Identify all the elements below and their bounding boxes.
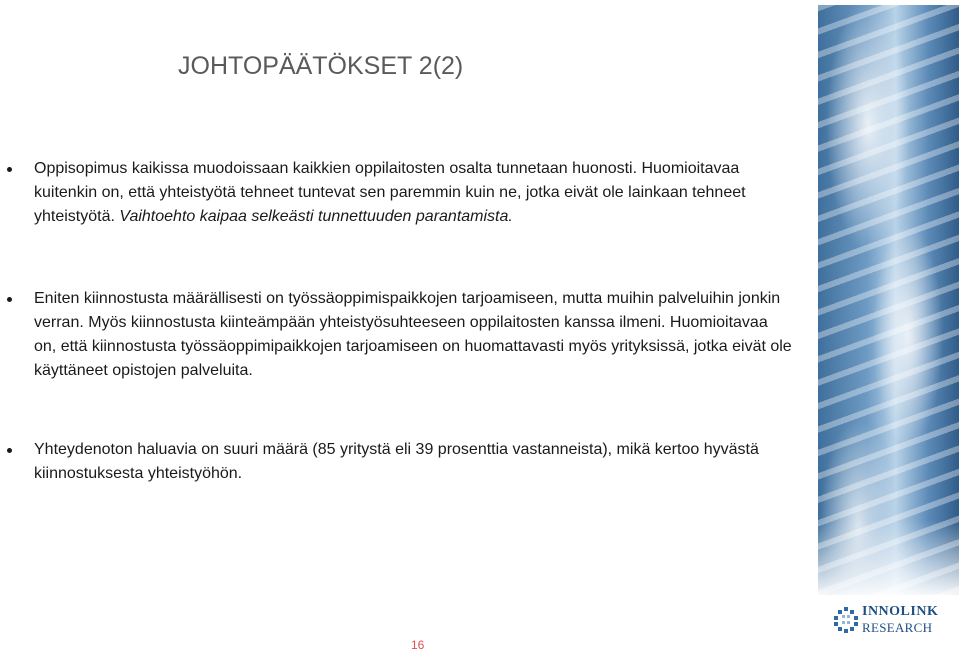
bullet-dot-icon [7,448,12,453]
bullet-text-1 [34,157,794,229]
bullet-text-1-plain: Oppisopimus kaikissa muodoissaan kaikkien oppilaitosten osalta tunnetaan huonosti. Huomioitavaa kuitenkin on, että yhteistyötä tehneet tuntevat sen paremmin kuin ne, jotka eivät ole lainkaan tehneet yhteistyötä. [34,160,746,225]
innolink-logo-icon [832,606,860,634]
slide-title: JOHTOPÄÄTÖKSET 2(2) [178,52,464,80]
decorative-blue-texture-image [818,5,959,595]
bullet-text-1-italic: Vaihtoehto kaipaa selkeästi tunnettuuden parantamista. [119,208,513,225]
page-number: 16 [411,638,425,652]
logo-text-innolink: INNOLINK [862,604,939,619]
bullet-text-3: Yhteydenoton haluavia on suuri määrä (85 yritystä eli 39 prosenttia vastanneista), mikä kertoo hyvästä kiinnostuksesta yhteistyöhön. [34,441,759,482]
innolink-research-logo [832,604,952,638]
bullet-dot-icon [7,167,12,172]
bullet-text-2: Eniten kiinnostusta määrällisesti on työssäoppimispaikkojen tarjoamiseen, mutta muihin palveluihin jonkin verran. Myös kiinnostusta kiinteämpään yhteistyösuhteeseen oppilaitosten kanssa ilmeni. Huomioitavaa on, että kiinnostusta työssäoppimipaikkojen tarjoamiseen on huomattavasti myös yrityksissä, jotka eivät ole käyttäneet opistojen palveluita. [34,290,792,379]
bullet-dot-icon [7,297,12,302]
decorative-fade [818,520,959,600]
logo-text-research: RESEARCH [862,620,933,635]
